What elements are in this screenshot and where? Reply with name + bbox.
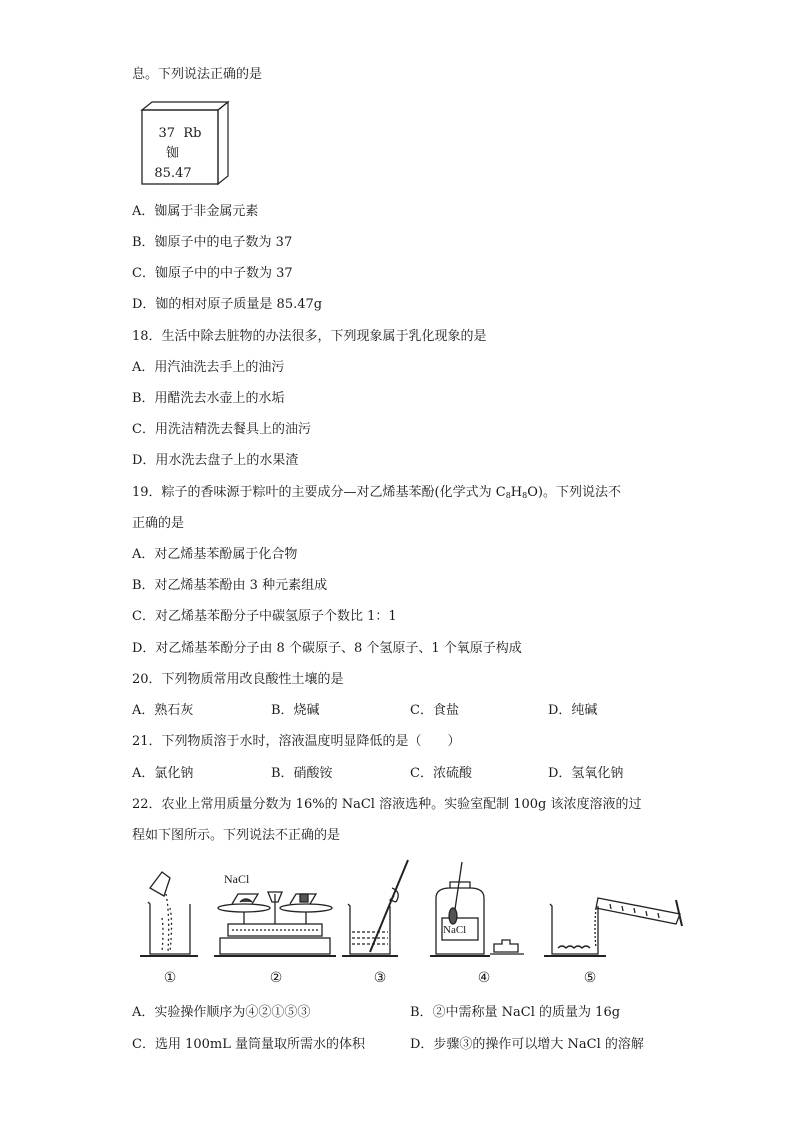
q19-stem-part2: O)。下列说法不: [527, 485, 621, 500]
q20-stem: 20．下列物质常用改良酸性土壤的是: [132, 672, 344, 687]
step-number-3: ③: [373, 970, 387, 986]
lab-steps-illustration: [140, 858, 685, 968]
step3-stirring: [342, 860, 408, 956]
q20-option-d: D．纯碱: [548, 703, 598, 718]
step-number-5: ⑤: [583, 970, 597, 986]
q19-stem-line2: 正确的是: [132, 516, 185, 531]
q21-option-d: D．氢氧化钠: [548, 766, 624, 781]
q20-option-b: B．烧碱: [271, 703, 320, 718]
q17-option-a: A．铷属于非金属元素: [132, 204, 259, 219]
nacl-label-balance: NaCl: [224, 872, 250, 886]
q19-sub-h: 8: [522, 491, 528, 500]
element-name: 铷: [165, 146, 179, 161]
q22-stem-line1: 22．农业上常用质量分数为 16%的 NaCl 溶液选种。实验室配制 100g 该浓度溶液的过: [132, 797, 642, 812]
step1-beaker-pour: [140, 872, 198, 956]
step-number-4: ④: [477, 970, 491, 986]
q22-option-b: B．②中需称量 NaCl 的质量为 16g: [410, 1005, 621, 1020]
q19-stem-part1: 19．粽子的香味源于粽叶的主要成分—对乙烯基苯酚(化学式为 C: [132, 485, 506, 500]
q20-option-a: A．熟石灰: [132, 703, 194, 718]
q17-option-d: D．铷的相对原子质量是 85.47g: [132, 297, 323, 312]
q21-option-c: C．浓硫酸: [410, 766, 472, 781]
element-number-symbol: [145, 124, 215, 143]
q18-option-d: D．用水洗去盘子上的水果渣: [132, 453, 299, 468]
q18-option-b: B．用醋洗去水壶上的水垢: [132, 391, 285, 406]
q21-option-a: A．氯化钠: [132, 766, 194, 781]
q19-option-a: A．对乙烯基苯酚属于化合物: [132, 547, 298, 562]
q22-option-c: C．选用 100mL 量筒量取所需水的体积: [132, 1037, 365, 1052]
nacl-label-bottle: NaCl: [443, 924, 467, 936]
element-symbol: Rb: [183, 126, 202, 141]
q19-stem-h: H: [510, 485, 523, 500]
q19-option-c: C．对乙烯基苯酚分子中碳氢原子个数比 1：1: [132, 609, 397, 624]
step4-reagent-bottle: [430, 862, 524, 956]
step2-balance: [214, 892, 336, 956]
q20-option-c: C．食盐: [410, 703, 459, 718]
q22-lab-figure: [140, 858, 685, 986]
q22-option-d: D．步骤③的操作可以增大 NaCl 的溶解: [410, 1037, 644, 1052]
q19-sub-c: 8: [505, 491, 511, 500]
step5-cylinder-pour: [544, 898, 682, 956]
q18-stem: 18．生活中除去脏物的办法很多，下列现象属于乳化现象的是: [132, 329, 487, 344]
q22-stem-line2: 程如下图所示。下列说法不正确的是: [132, 828, 341, 843]
element-mass: 85.47: [154, 166, 192, 181]
q19-option-b: B．对乙烯基苯酚由 3 种元素组成: [132, 578, 328, 593]
q19-option-d: D．对乙烯基苯酚分子由 8 个碳原子、8 个氢原子、1 个氧原子构成: [132, 641, 522, 656]
q21-option-b: B．硝酸铵: [271, 766, 333, 781]
q18-option-c: C．用洗洁精洗去餐具上的油污: [132, 422, 311, 437]
step-number-1: ①: [163, 970, 177, 986]
q21-stem: 21．下列物质溶于水时，溶液温度明显降低的是（ ）: [132, 734, 461, 749]
step-number-2: ②: [269, 970, 283, 986]
element-number: 37: [158, 126, 176, 141]
q17-option-c: C．铷原子中的中子数为 37: [132, 266, 293, 281]
q17-option-b: B．铷原子中的电子数为 37: [132, 235, 293, 250]
q18-option-a: A．用汽油洗去手上的油污: [132, 360, 285, 375]
q19-stem-line1: [132, 484, 621, 505]
q22-option-a: A．实验操作顺序为④②①⑤③: [132, 1005, 311, 1020]
q17-stem-tail: 息。下列说法正确的是: [132, 67, 263, 82]
